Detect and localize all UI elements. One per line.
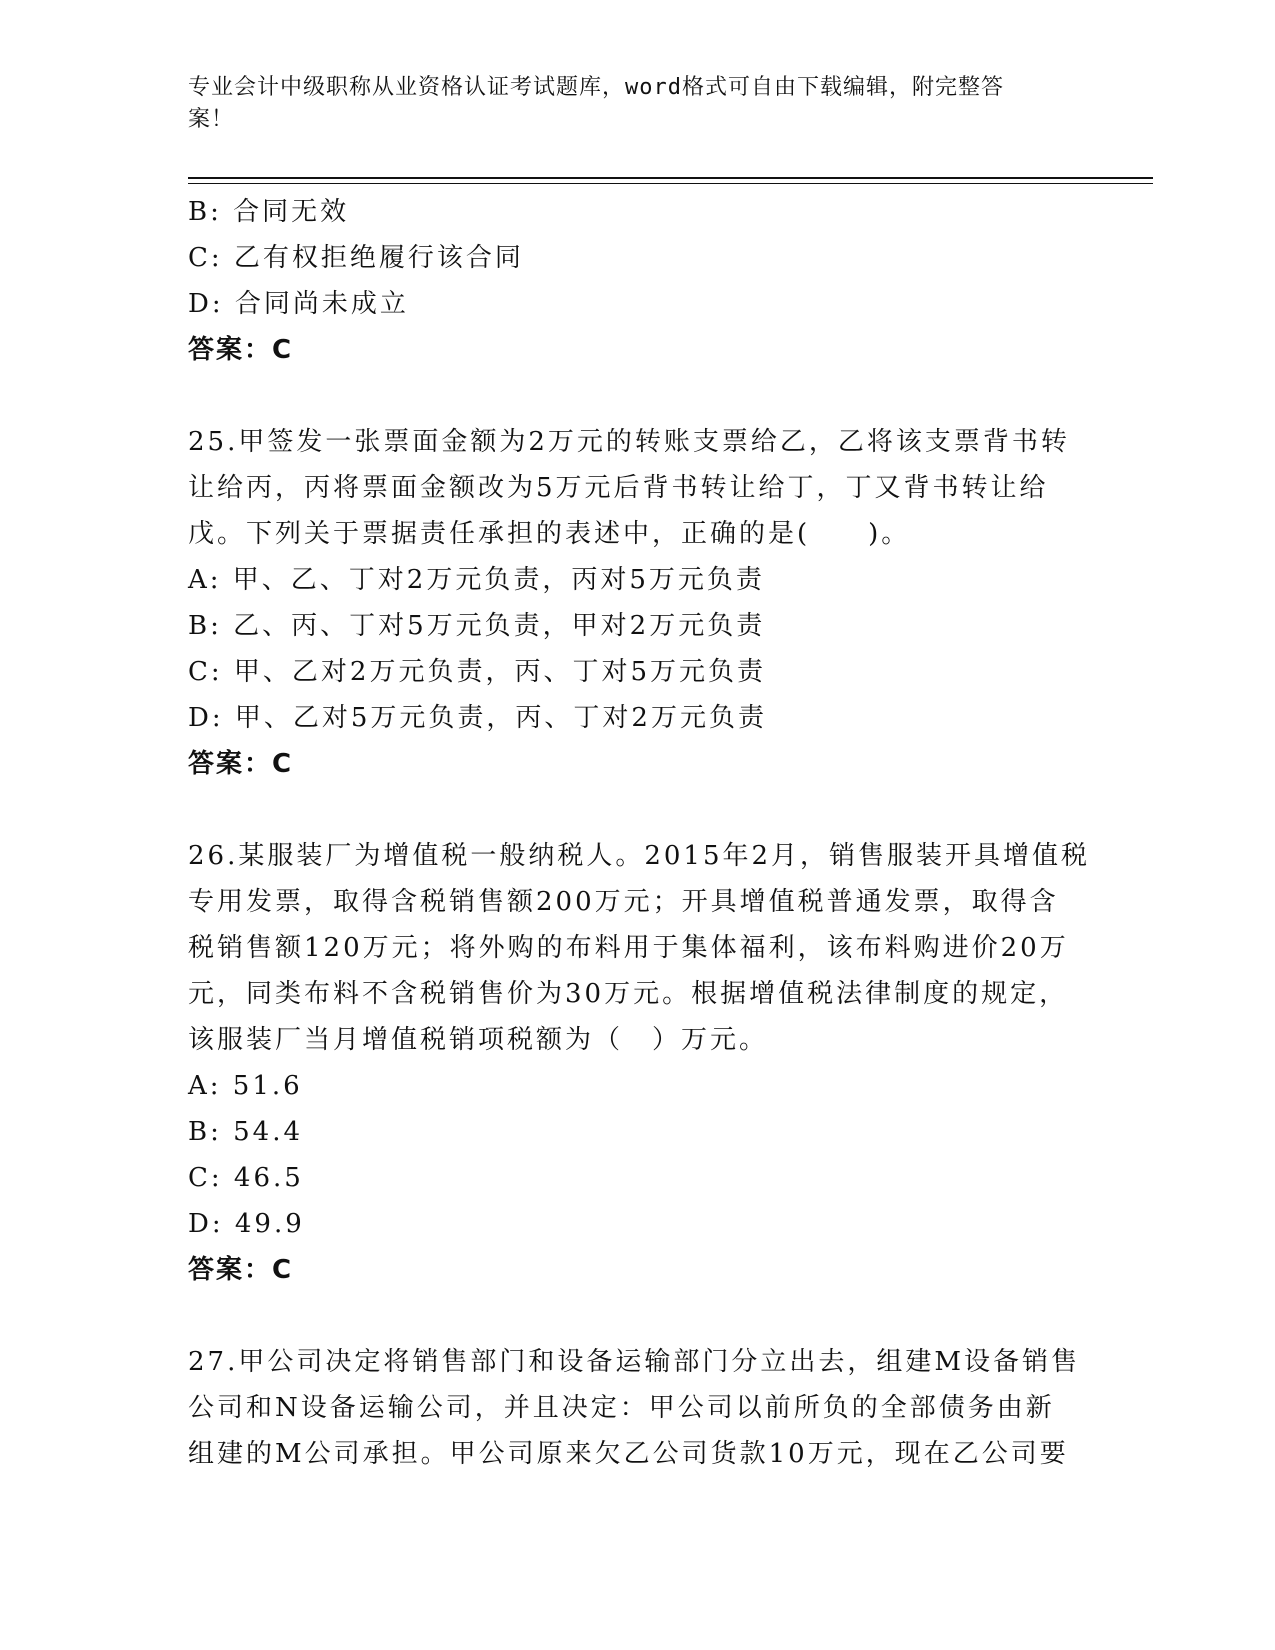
option-c: C: 46.5 xyxy=(188,1163,304,1193)
option-c: C: 甲、乙对2万元负责，丙、丁对5万元负责 xyxy=(188,657,767,687)
question-stem-line: 让给丙，丙将票面金额改为5万元后背书转让给丁，丁又背书转让给 xyxy=(188,473,1049,503)
header-line-2: 案！ xyxy=(188,107,235,132)
option-a: A: 51.6 xyxy=(188,1071,303,1101)
document-body xyxy=(188,189,1091,1477)
option-d: D: 合同尚未成立 xyxy=(188,289,409,319)
header-line-1: 专业会计中级职称从业资格认证考试题库，word格式可自由下载编辑，附完整答 xyxy=(188,75,1004,100)
question-stem-line: 公司和N设备运输公司，并且决定：甲公司以前所负的全部债务由新 xyxy=(188,1393,1055,1423)
question-stem-line: 组建的M公司承担。甲公司原来欠乙公司货款10万元，现在乙公司要 xyxy=(188,1439,1069,1469)
question-stem-line: 25.甲签发一张票面金额为2万元的转账支票给乙，乙将该支票背书转 xyxy=(188,427,1070,457)
answer: 答案：C xyxy=(188,749,294,779)
option-c: C: 乙有权拒绝履行该合同 xyxy=(188,243,524,273)
question-stem-line: 戊。下列关于票据责任承担的表述中，正确的是( )。 xyxy=(188,519,911,549)
question-27 xyxy=(188,1339,1088,1477)
option-b: B: 54.4 xyxy=(188,1117,304,1147)
option-b: B: 合同无效 xyxy=(188,197,350,227)
answer: 答案：C xyxy=(188,1255,294,1285)
header-divider-thin xyxy=(188,183,1153,184)
question-stem-line: 元，同类布料不含税销售价为30万元。根据增值税法律制度的规定， xyxy=(188,979,1069,1009)
page-header xyxy=(188,72,1068,136)
question-stem-line: 税销售额120万元；将外购的布料用于集体福利，该布料购进价20万 xyxy=(188,933,1069,963)
question-stem-line: 26.某服装厂为增值税一般纳税人。2015年2月，销售服装开具增值税 xyxy=(188,841,1091,871)
question-26 xyxy=(188,833,1091,1293)
option-d: D: 甲、乙对5万元负责，丙、丁对2万元负责 xyxy=(188,703,767,733)
option-b: B: 乙、丙、丁对5万元负责，甲对2万元负责 xyxy=(188,611,766,641)
question-stem-line: 专用发票，取得含税销售额200万元；开具增值税普通发票，取得含 xyxy=(188,887,1059,917)
question-24-partial xyxy=(188,189,1088,373)
question-stem-line: 该服装厂当月增值税销项税额为（ ）万元。 xyxy=(188,1025,769,1055)
header-divider-thick xyxy=(188,177,1153,179)
option-a: A: 甲、乙、丁对2万元负责，丙对5万元负责 xyxy=(188,565,765,595)
question-25 xyxy=(188,419,1088,787)
option-d: D: 49.9 xyxy=(188,1209,305,1239)
answer: 答案：C xyxy=(188,335,294,365)
question-stem-line: 27.甲公司决定将销售部门和设备运输部门分立出去，组建M设备销售 xyxy=(188,1347,1080,1377)
